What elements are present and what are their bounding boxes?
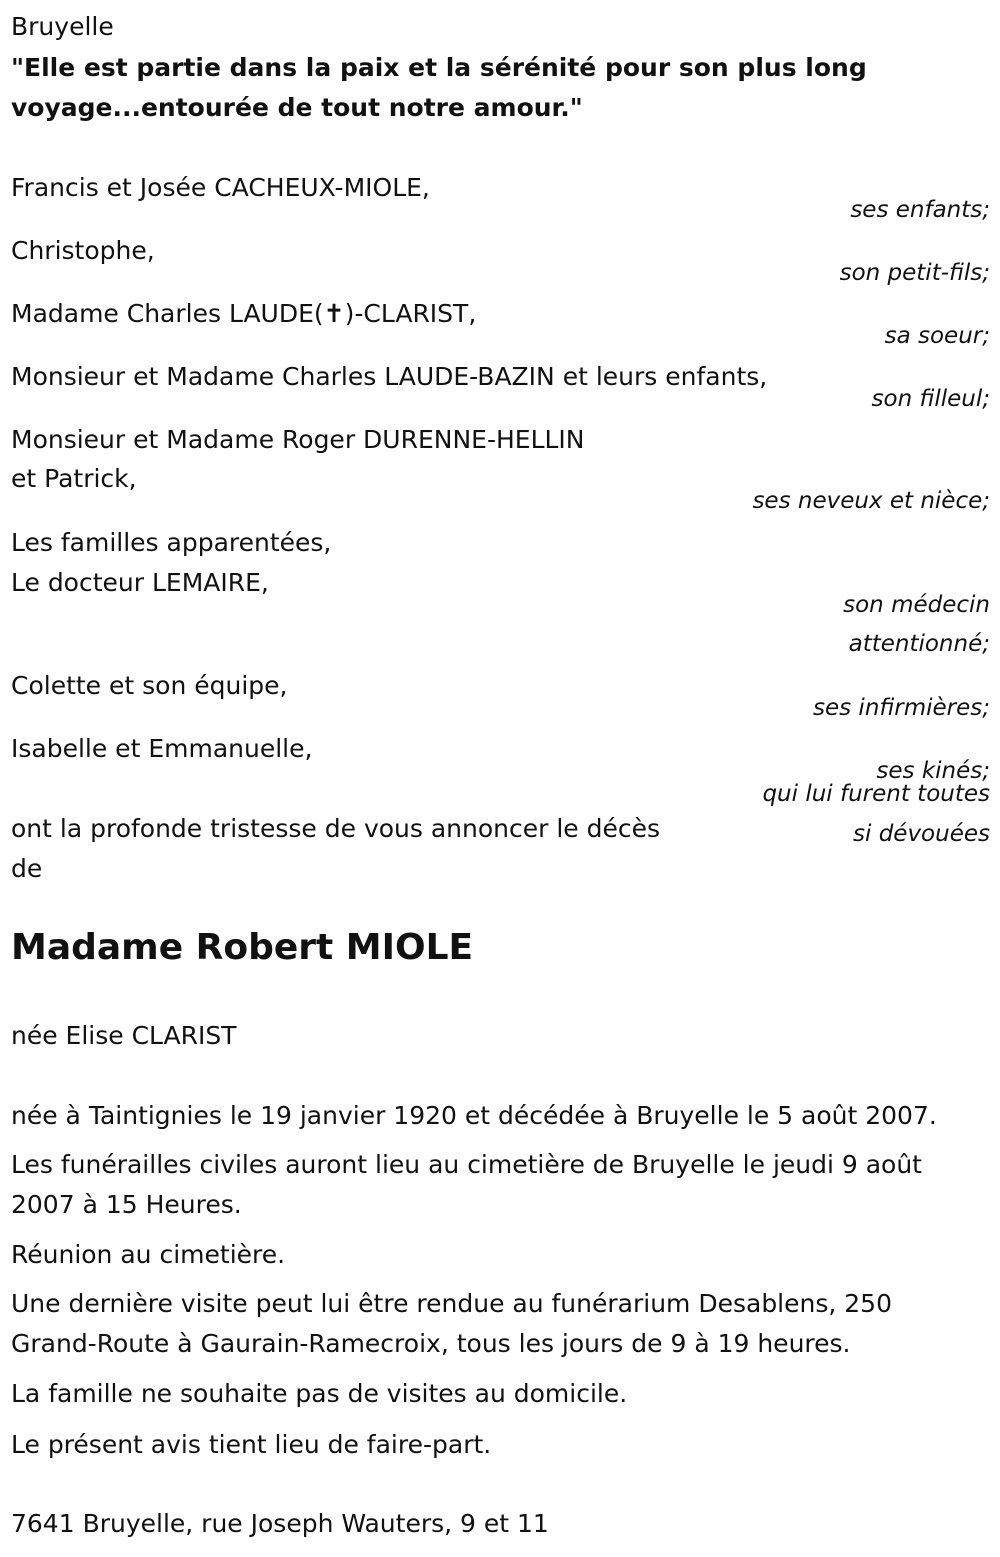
family-name: Colette et son équipe,: [11, 671, 288, 700]
announcement-line-1: ont la profonde tristesse de vous annoncer le décès: [11, 814, 661, 843]
family-name: Monsieur et Madame Charles LAUDE-BAZIN et leurs enfants,: [11, 362, 768, 391]
location-header: Bruyelle: [11, 12, 114, 41]
deceased-maiden-name: née Elise CLARIST: [11, 1021, 237, 1050]
family-relation: ses neveux et nièce;: [752, 488, 990, 514]
family-relation: son petit-fils;: [839, 260, 990, 286]
family-relation: qui lui furent toutes: [762, 781, 990, 807]
family-relation: ses kinés;: [876, 758, 990, 784]
quote-line-2: voyage...entourée de tout notre amour.": [11, 93, 583, 122]
family-name: Christophe,: [11, 236, 155, 265]
family-name: Monsieur et Madame Roger DURENNE-HELLIN: [11, 425, 585, 454]
family-name: et Patrick,: [11, 464, 137, 493]
notice-line: Le présent avis tient lieu de faire-part.: [11, 1430, 492, 1459]
no-home-visits-line: La famille ne souhaite pas de visites au domicile.: [11, 1379, 628, 1408]
family-name: Madame Charles LAUDE(✝)-CLARIST,: [11, 299, 477, 328]
family-relation: attentionné;: [848, 631, 990, 657]
family-relation: ses enfants;: [850, 197, 990, 223]
meeting-line: Réunion au cimetière.: [11, 1240, 286, 1269]
visit-line-1: Une dernière visite peut lui être rendue au funérarium Desablens, 250: [11, 1289, 892, 1318]
deceased-name: Madame Robert MIOLE: [11, 927, 474, 968]
funeral-line-1: Les funérailles civiles auront lieu au cimetière de Bruyelle le jeudi 9 août: [11, 1150, 922, 1179]
family-relation: si dévouées: [853, 821, 990, 847]
announcement-line-2: de: [11, 854, 43, 883]
birth-death-line: née à Taintignies le 19 janvier 1920 et décédée à Bruyelle le 5 août 2007.: [11, 1101, 937, 1130]
family-relation: son filleul;: [871, 386, 990, 412]
family-name: Le docteur LEMAIRE,: [11, 568, 269, 597]
family-relation: sa soeur;: [884, 323, 990, 349]
family-relation: son médecin: [843, 592, 990, 618]
quote-line-1: "Elle est partie dans la paix et la sérénité pour son plus long: [11, 53, 867, 82]
family-name: Isabelle et Emmanuelle,: [11, 734, 313, 763]
funeral-line-2: 2007 à 15 Heures.: [11, 1190, 242, 1219]
family-name: Francis et Josée CACHEUX-MIOLE,: [11, 173, 430, 202]
visit-line-2: Grand-Route à Gaurain-Ramecroix, tous les jours de 9 à 19 heures.: [11, 1329, 851, 1358]
family-name: Les familles apparentées,: [11, 528, 332, 557]
family-relation: ses infirmières;: [813, 695, 990, 721]
family-address: 7641 Bruyelle, rue Joseph Wauters, 9 et 11: [11, 1509, 549, 1538]
